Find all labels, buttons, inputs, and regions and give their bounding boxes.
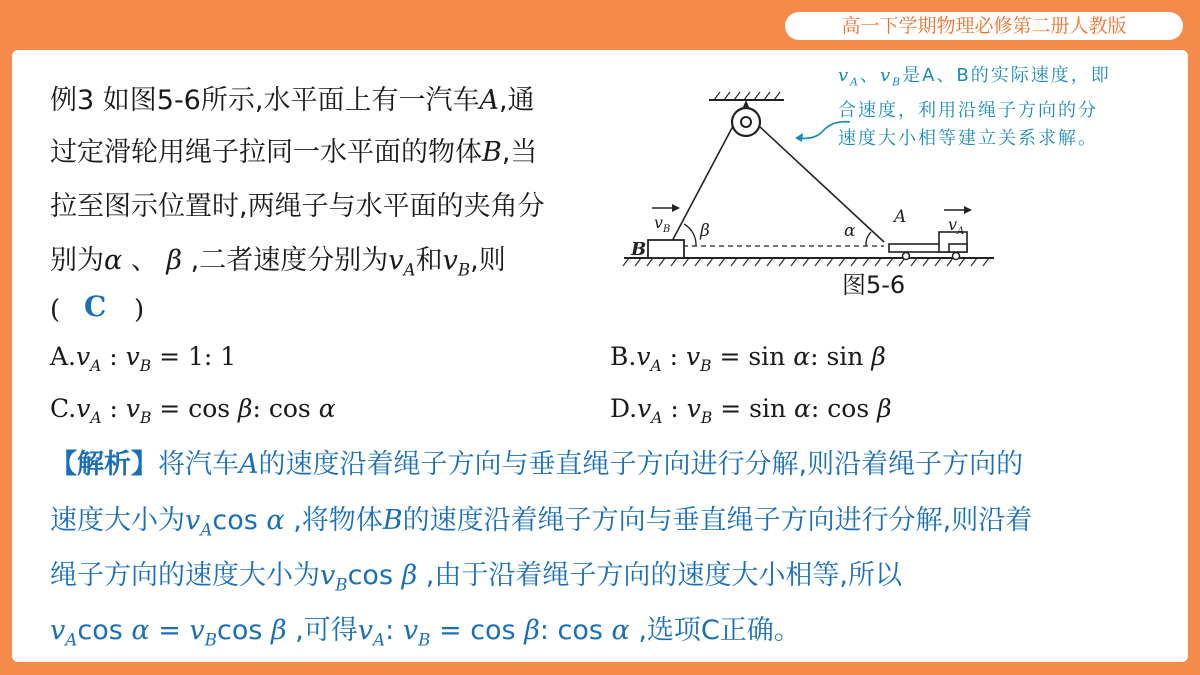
label-alpha: α bbox=[844, 221, 856, 241]
label-a: A bbox=[894, 207, 907, 227]
question-line-1: 例3 如图5-6所示,水平面上有一汽车A,通 bbox=[50, 85, 535, 116]
block-b bbox=[648, 240, 684, 258]
answer-paren-close: ) bbox=[134, 295, 145, 325]
answer-value: C bbox=[84, 290, 107, 323]
figure-caption: 图5-6 bbox=[842, 271, 906, 299]
arrow-vb-head bbox=[672, 204, 680, 212]
analysis-line-1: 【解析】将汽车A的速度沿着绳子方向与垂直绳子方向进行分解,则沿着绳子方向的 bbox=[50, 449, 1024, 480]
angle-beta-arc bbox=[684, 224, 696, 246]
ceiling-hatch bbox=[714, 92, 780, 100]
question-line-3: 拉至图示位置时,两绳子与水平面的夹角分 bbox=[50, 191, 545, 222]
label-va-sub: A bbox=[957, 226, 965, 237]
option-d[interactable]: $D.v_A$ : $v_B = \sin \alpha$: cos β bbox=[610, 394, 892, 427]
car-a-wheel-front bbox=[953, 253, 960, 260]
pulley-axle bbox=[741, 117, 751, 127]
course-title: 高一下学期物理必修第二册人教版 bbox=[785, 12, 1183, 40]
angle-alpha-arc bbox=[866, 232, 871, 246]
label-beta: β bbox=[700, 221, 710, 241]
analysis-line-2: 速度大小为$v_A\cos$ α ,将物体B的速度沿着绳子方向与垂直绳子方向进行分解,则沿着 bbox=[50, 505, 1033, 540]
answer-paren-open: ( bbox=[50, 295, 61, 325]
option-c[interactable]: $C.v_A$ : $v_B = \cos \beta$: cos α bbox=[50, 394, 336, 427]
label-vb-v: v bbox=[654, 213, 664, 232]
analysis-line-4: $v_A\cos$ $\alpha = v_B\cos$ β ,可得$v_A$: $v_B = \cos \beta$: cos α ,选项C正确。 bbox=[50, 615, 801, 650]
note-line-3: 速度大小相等建立关系求解。 bbox=[838, 127, 1098, 149]
label-b: B bbox=[631, 239, 647, 260]
analysis-line-3: 绳子方向的速度大小为$v_B\cos$ β ,由于沿着绳子方向的速度大小相等,所以 bbox=[50, 560, 902, 595]
note-line-1: $v_A$、$v_B$是A、B的实际速度，即 bbox=[838, 65, 1111, 89]
question-line-2: 过定滑轮用绳子拉同一水平面的物体B,当 bbox=[50, 137, 538, 168]
ground-hatch bbox=[623, 258, 989, 266]
label-vb-sub: B bbox=[663, 224, 671, 235]
option-a[interactable]: $A.v_A$ : $v_B = 1$: 1 bbox=[50, 342, 237, 375]
question-line-4: 别为α 、 β ,二者速度分别为$v_A$和$v_B$,则 bbox=[50, 245, 506, 280]
content-panel bbox=[12, 50, 1188, 662]
arrow-va-head bbox=[964, 206, 972, 214]
label-va-v: v bbox=[948, 215, 958, 234]
note-line-2: 合速度，利用沿绳子方向的分 bbox=[838, 99, 1098, 121]
car-a-wheel-rear bbox=[903, 253, 910, 260]
side-note bbox=[838, 62, 1168, 153]
car-a-front bbox=[949, 244, 967, 252]
option-b[interactable]: $B.v_A$ : $v_B = \sin \alpha$: sin β bbox=[610, 342, 886, 375]
